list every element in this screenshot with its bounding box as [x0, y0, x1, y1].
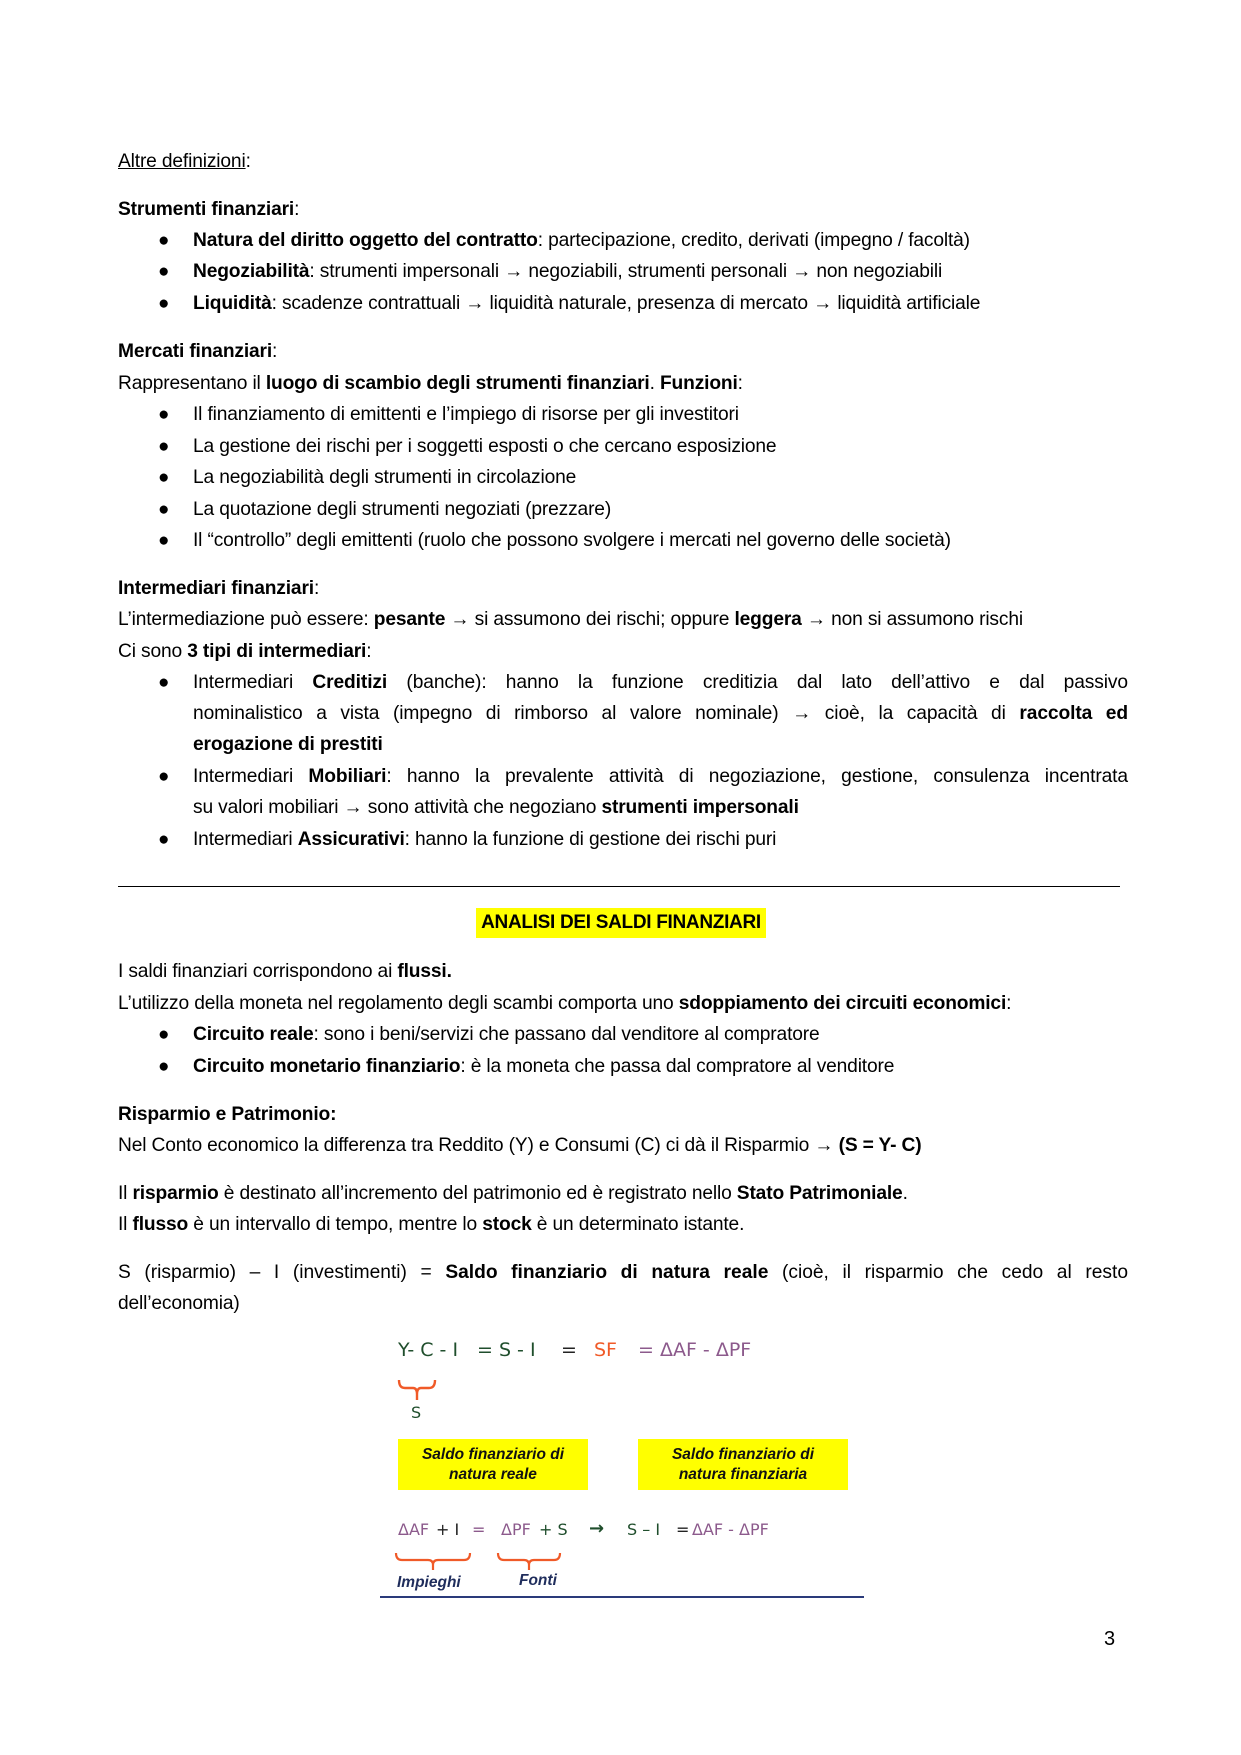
box-line: Saldo finanziario di — [421, 1445, 565, 1463]
creditizi-line3 — [193, 733, 383, 757]
text: → si assumono dei rischi; oppure — [445, 609, 735, 630]
risparmio-p2 — [118, 1182, 908, 1206]
text: Intermediari — [193, 829, 298, 850]
text: Intermediari — [193, 766, 309, 787]
formula-ycI: Y- C - I — [398, 1339, 459, 1361]
text: : — [737, 373, 743, 394]
text: . — [649, 373, 660, 394]
bullet-icon: ● — [158, 467, 170, 488]
intermediazione-line — [118, 608, 1023, 632]
text: L’utilizzo della moneta nel regolamento degli scambi comporta uno — [118, 993, 679, 1014]
formula-equals: = — [561, 1339, 577, 1361]
bullet-icon: ● — [158, 766, 170, 787]
risparmio-heading — [118, 1103, 336, 1127]
formula2-plus-i: + I — [436, 1520, 460, 1539]
risparmio-p1 — [118, 1134, 922, 1158]
text: Ci sono — [118, 641, 188, 662]
risparmio-p4-line2: dell’economia) — [118, 1293, 240, 1314]
text: L’intermediazione può essere: — [118, 609, 374, 630]
bullet-icon: ● — [158, 829, 170, 850]
item-bold: Negoziabilità — [193, 261, 310, 282]
bold-text: flusso — [132, 1214, 189, 1235]
bold-text: erogazione di prestiti — [193, 734, 383, 755]
tipi-line — [118, 640, 371, 664]
bold-text: stock — [482, 1214, 532, 1235]
mercati-heading — [118, 340, 277, 364]
strumenti-item — [193, 260, 942, 284]
bullet-icon: ● — [158, 530, 170, 551]
bullet-icon: ● — [158, 230, 170, 251]
bullet-icon: ● — [158, 672, 170, 693]
text: è un intervallo di tempo, mentre lo — [188, 1214, 483, 1235]
text: nominalistico a vista (impegno di rimborso al valore nominale) → cioè, la capacità di — [193, 703, 1020, 724]
text: (cioè, il risparmio che cedo al resto — [768, 1262, 1128, 1283]
bold-text: Saldo finanziario di natura reale — [445, 1262, 769, 1283]
text: Intermediari — [193, 672, 313, 693]
strumenti-title: Strumenti finanziari — [118, 199, 295, 220]
diagram-baseline — [380, 1596, 864, 1598]
mercati-item: La quotazione degli strumenti negoziati (prezzare) — [193, 499, 612, 520]
risparmio-title: Risparmio e Patrimonio: — [118, 1104, 337, 1125]
circuito-item — [193, 1023, 820, 1047]
bold-text: Funzioni — [659, 373, 738, 394]
assicurativi-line — [193, 828, 776, 852]
mobiliari-line1 — [193, 765, 1128, 789]
label-fonti: Fonti — [519, 1572, 557, 1589]
item-bold: Liquidità — [193, 293, 272, 314]
intermediari-title: Intermediari finanziari — [118, 578, 314, 599]
bold-text: sdoppiamento dei circuiti economici — [678, 993, 1007, 1014]
mercati-item: La gestione dei rischi per i soggetti esposti o che cercano esposizione — [193, 436, 777, 457]
formula2-eq2: = — [676, 1520, 690, 1539]
item-text: : scadenze contrattuali → liquidità naturale, presenza di mercato → liquidità artificiale — [271, 293, 981, 314]
text: è destinato all’incremento del patrimonio ed è registrato nello — [218, 1183, 737, 1204]
saldi-p2 — [118, 992, 1011, 1016]
bold-text: (S = Y- C) — [838, 1135, 922, 1156]
saldi-p1 — [118, 960, 452, 984]
risparmio-p4-line1 — [118, 1261, 1128, 1285]
formula-s-minus-i: = S - I — [477, 1339, 536, 1361]
text: . — [902, 1183, 908, 1204]
colon: : — [294, 199, 300, 220]
bold-text: Assicurativi — [297, 829, 405, 850]
section-separator — [118, 886, 1120, 887]
bullet-icon: ● — [158, 1024, 170, 1045]
text: su valori mobiliari → sono attività che negoziano — [193, 797, 602, 818]
formula2-dpf: ΔPF — [501, 1520, 531, 1539]
curly-brace-icon — [397, 1378, 437, 1402]
box-line: natura reale — [449, 1465, 537, 1483]
item-text: : partecipazione, credito, derivati (impegno / facoltà) — [537, 230, 970, 251]
text: : — [366, 641, 372, 662]
bold-text: Circuito reale — [193, 1024, 314, 1045]
item-text: : strumenti impersonali → negoziabili, strumenti personali → non negoziabili — [309, 261, 943, 282]
mercati-item: Il “controllo” degli emittenti (ruolo che possono svolgere i mercati nel governo delle società) — [193, 530, 951, 551]
creditizi-line1 — [193, 671, 1128, 695]
circuito-item — [193, 1055, 894, 1079]
bold-text: flussi. — [397, 961, 452, 982]
altre-title: Altre definizioni — [118, 151, 246, 172]
colon: : — [272, 341, 278, 362]
brace-label-s: S — [411, 1403, 422, 1422]
bold-text: raccolta ed — [1019, 703, 1128, 724]
bold-text: pesante — [373, 609, 446, 630]
bold-text: Stato Patrimoniale — [736, 1183, 903, 1204]
formula2-s-minus-i: S – I — [627, 1520, 661, 1539]
intermediari-heading — [118, 577, 319, 601]
bold-text: luogo di scambio degli strumenti finanziari — [265, 373, 650, 394]
text: Il — [118, 1183, 133, 1204]
creditizi-line2 — [193, 702, 1128, 726]
text: → non si assumono rischi — [801, 609, 1023, 630]
bold-text: 3 tipi di intermediari — [187, 641, 367, 662]
bullet-icon: ● — [158, 436, 170, 457]
altre-definizioni-heading — [118, 150, 251, 174]
bullet-icon: ● — [158, 293, 170, 314]
curly-brace-icon — [496, 1551, 562, 1571]
page-number: 3 — [1104, 1628, 1116, 1650]
mercati-intro — [118, 372, 743, 396]
mercati-item: La negoziabilità degli strumenti in circolazione — [193, 467, 577, 488]
strumenti-item — [193, 229, 970, 253]
text: Il — [118, 1214, 133, 1235]
bold-text: risparmio — [132, 1183, 219, 1204]
formula-sf: SF — [594, 1339, 617, 1361]
bold-text: Mobiliari — [308, 766, 387, 787]
bullet-icon: ● — [158, 404, 170, 425]
label-impieghi: Impieghi — [397, 1574, 461, 1591]
item-bold: Natura del diritto oggetto del contratto — [193, 230, 538, 251]
mercati-item: Il finanziamento di emittenti e l’impiego di risorse per gli investitori — [193, 404, 739, 425]
strumenti-heading — [118, 198, 299, 222]
bold-text: Circuito monetario finanziario — [193, 1056, 461, 1077]
bold-text: leggera — [734, 609, 802, 630]
text: è un determinato istante. — [531, 1214, 745, 1235]
mercati-title: Mercati finanziari — [118, 341, 273, 362]
formula2-rhs: ΔAF - ΔPF — [692, 1520, 769, 1539]
text: : — [1006, 993, 1012, 1014]
box-natura-finanziaria — [638, 1439, 848, 1490]
text: : sono i beni/servizi che passano dal venditore al compratore — [313, 1024, 820, 1045]
section-heading: ANALISI DEI SALDI FINANZIARI — [476, 908, 766, 938]
text: S (risparmio) – I (investimenti) = — [118, 1262, 446, 1283]
risparmio-p3 — [118, 1213, 744, 1237]
text: I saldi finanziari corrispondono ai — [118, 961, 398, 982]
bullet-icon: ● — [158, 261, 170, 282]
curly-brace-icon — [394, 1551, 472, 1571]
bold-text: strumenti impersonali — [601, 797, 799, 818]
text: : hanno la funzione di gestione dei rischi puri — [404, 829, 777, 850]
formula-daf-dpf — [638, 1339, 751, 1361]
formula2-plus-s: + S — [539, 1520, 568, 1539]
text: : hanno la prevalente attività di negoziazione, gestione, consulenza incentrata — [386, 766, 1128, 787]
text: Rappresentano il — [118, 373, 266, 394]
bold-text: Creditizi — [312, 672, 388, 693]
text: (banche): hanno la funzione creditizia dal lato dell’attivo e dal passivo — [387, 672, 1128, 693]
colon: : — [313, 578, 320, 599]
box-line: Saldo finanziario di — [671, 1445, 815, 1463]
colon: : — [245, 151, 251, 172]
bullet-icon: ● — [158, 499, 170, 520]
strumenti-item — [193, 292, 980, 316]
text: Nel Conto economico la differenza tra Reddito (Y) e Consumi (C) ci dà il Risparmio → — [118, 1135, 839, 1156]
box-natura-reale — [398, 1439, 588, 1490]
box-line: natura finanziaria — [678, 1465, 808, 1483]
formula2-eq: = — [472, 1520, 486, 1539]
text: = ΔAF - ΔPF — [638, 1339, 752, 1361]
formula2-daf: ΔAF — [398, 1520, 430, 1539]
mobiliari-line2 — [193, 796, 799, 820]
text: : è la moneta che passa dal compratore al venditore — [460, 1056, 895, 1077]
arrow-right-icon: → — [589, 1518, 605, 1539]
bullet-icon: ● — [158, 1056, 170, 1077]
